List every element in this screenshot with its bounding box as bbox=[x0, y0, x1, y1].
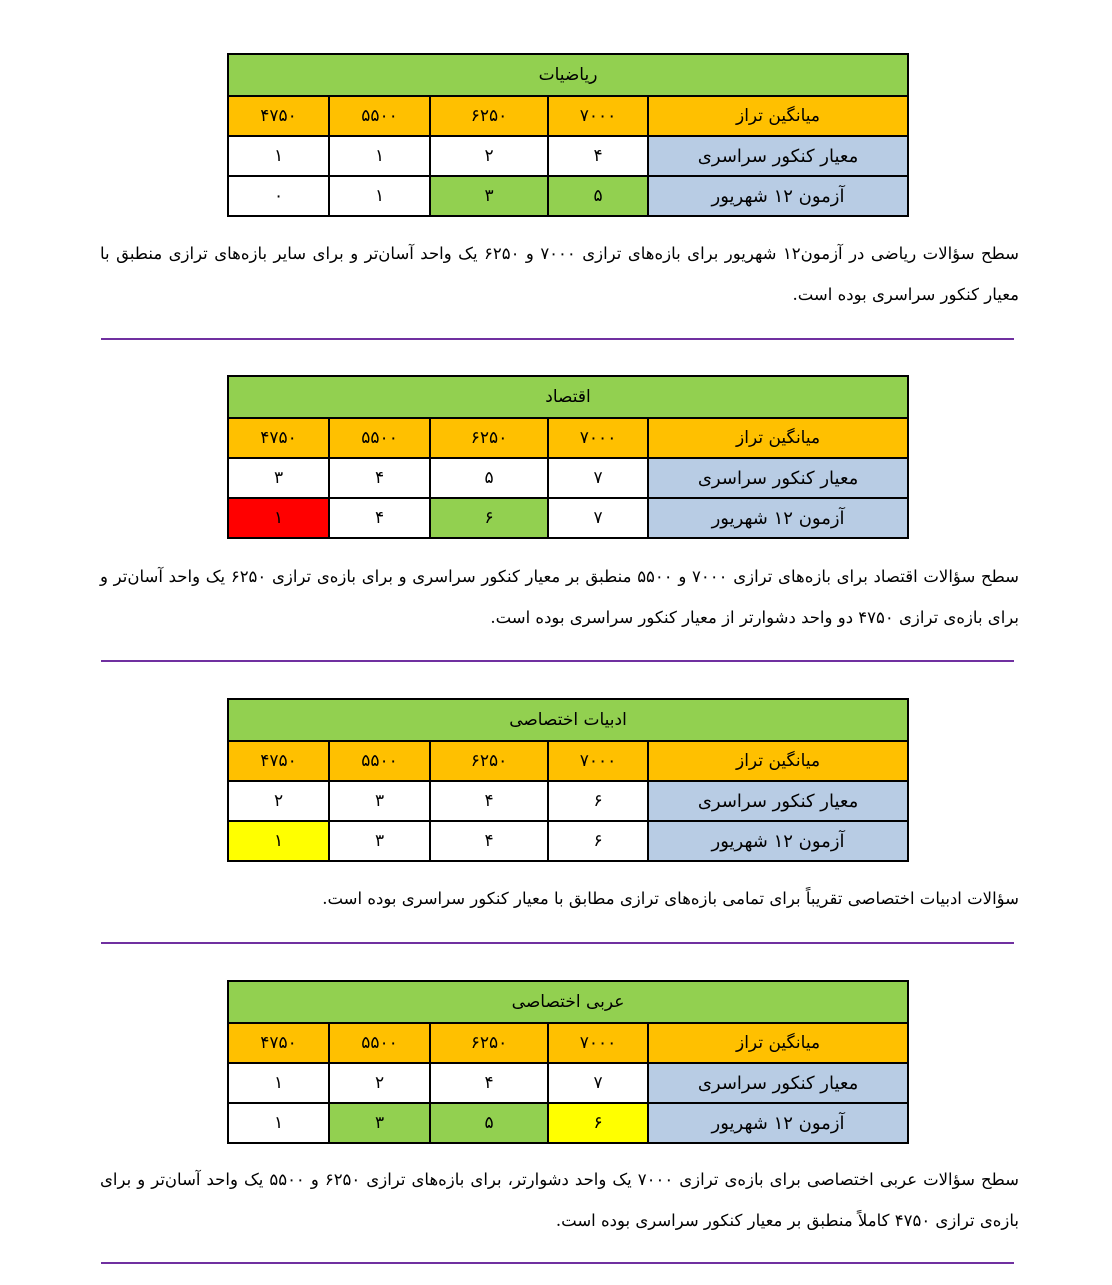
table-title: عربی اختصاصی bbox=[228, 981, 908, 1023]
table-title: ادبیات اختصاصی bbox=[228, 699, 908, 741]
header-cell: ۴۷۵۰ bbox=[228, 96, 329, 136]
arabic-table bbox=[227, 980, 909, 1144]
header-cell: ۵۵۰۰ bbox=[329, 418, 430, 458]
table-cell: ۳ bbox=[329, 1103, 430, 1143]
header-label: میانگین تراز bbox=[648, 1023, 908, 1063]
row-label: آزمون ۱۲ شهریور bbox=[648, 1103, 908, 1143]
table-cell: ۱ bbox=[228, 821, 329, 861]
row-label: آزمون ۱۲ شهریور bbox=[648, 176, 908, 216]
table-cell: ۱ bbox=[228, 1103, 329, 1143]
table-cell: ۱ bbox=[228, 1063, 329, 1103]
table-cell: ۲ bbox=[228, 781, 329, 821]
math-table bbox=[227, 53, 909, 217]
table-cell: ۴ bbox=[548, 136, 648, 176]
header-cell: ۴۷۵۰ bbox=[228, 741, 329, 781]
header-cell: ۴۷۵۰ bbox=[228, 418, 329, 458]
table-cell: ۱ bbox=[329, 136, 430, 176]
table-cell: ۶ bbox=[548, 821, 648, 861]
table-cell: ۶ bbox=[430, 498, 548, 538]
row-label: معیار کنکور سراسری bbox=[648, 136, 908, 176]
table-cell: ۷ bbox=[548, 1063, 648, 1103]
table-cell: ۴ bbox=[329, 458, 430, 498]
header-label: میانگین تراز bbox=[648, 741, 908, 781]
table-cell: ۵ bbox=[430, 458, 548, 498]
table-title: ریاضیات bbox=[228, 54, 908, 96]
header-cell: ۶۲۵۰ bbox=[430, 418, 548, 458]
row-label: آزمون ۱۲ شهریور bbox=[648, 498, 908, 538]
header-cell: ۵۵۰۰ bbox=[329, 96, 430, 136]
header-cell: ۶۲۵۰ bbox=[430, 1023, 548, 1063]
table-cell: ۷ bbox=[548, 498, 648, 538]
table-cell: ۰ bbox=[228, 176, 329, 216]
economics-summary: سطح سؤالات اقتصاد برای بازه‌های ترازی ۷۰۰۰ و ۵۵۰۰ منطبق بر معیار کنکور سراسری و برای بازه‌ی ترازی ۶۲۵۰ یک واحد آسان‌تر و برای بازه‌ی ترازی ۴۷۵۰ دو واحد دشوارتر از معیار کنکور سراسری بوده است. bbox=[100, 567, 1019, 627]
table-cell: ۳ bbox=[329, 781, 430, 821]
table-cell: ۱ bbox=[228, 136, 329, 176]
table-cell: ۴ bbox=[430, 1063, 548, 1103]
table-cell: ۱ bbox=[329, 176, 430, 216]
table-title: اقتصاد bbox=[228, 376, 908, 418]
arabic-summary: سطح سؤالات عربی اختصاصی برای بازه‌ی ترازی ۷۰۰۰ یک واحد دشوارتر، برای بازه‌های ترازی ۶۲۵۰ و ۵۵۰۰ یک واحد آسان‌تر و برای بازه‌ی ترازی ۴۷۵۰ کاملاً منطبق بر معیار کنکور سراسری بوده است. bbox=[100, 1170, 1019, 1230]
header-label: میانگین تراز bbox=[648, 96, 908, 136]
header-cell: ۵۵۰۰ bbox=[329, 741, 430, 781]
header-cell: ۷۰۰۰ bbox=[548, 1023, 648, 1063]
table-cell: ۳ bbox=[430, 176, 548, 216]
row-label: معیار کنکور سراسری bbox=[648, 458, 908, 498]
section-divider bbox=[101, 660, 1014, 662]
section-divider bbox=[101, 942, 1014, 944]
table-cell: ۲ bbox=[329, 1063, 430, 1103]
header-cell: ۷۰۰۰ bbox=[548, 418, 648, 458]
literature-summary: سؤالات ادبیات اختصاصی تقریباً برای تمامی بازه‌های ترازی مطابق با معیار کنکور سراسری بوده است. bbox=[322, 889, 1019, 908]
section-divider bbox=[101, 1262, 1014, 1264]
row-label: معیار کنکور سراسری bbox=[648, 781, 908, 821]
row-label: آزمون ۱۲ شهریور bbox=[648, 821, 908, 861]
table-cell: ۴ bbox=[329, 498, 430, 538]
literature-table bbox=[227, 698, 909, 862]
header-cell: ۴۷۵۰ bbox=[228, 1023, 329, 1063]
table-cell: ۶ bbox=[548, 1103, 648, 1143]
table-cell: ۳ bbox=[329, 821, 430, 861]
table-cell: ۱ bbox=[228, 498, 329, 538]
economics-table bbox=[227, 375, 909, 539]
table-cell: ۷ bbox=[548, 458, 648, 498]
table-cell: ۳ bbox=[228, 458, 329, 498]
header-cell: ۷۰۰۰ bbox=[548, 741, 648, 781]
math-summary: سطح سؤالات ریاضی در آزمون۱۲ شهریور برای بازه‌های ترازی ۷۰۰۰ و ۶۲۵۰ یک واحد آسان‌تر و برای سایر بازه‌های ترازی منطبق با معیار کنکور سراسری بوده است. bbox=[100, 244, 1019, 304]
header-label: میانگین تراز bbox=[648, 418, 908, 458]
table-cell: ۲ bbox=[430, 136, 548, 176]
table-cell: ۵ bbox=[430, 1103, 548, 1143]
table-cell: ۴ bbox=[430, 821, 548, 861]
section-divider bbox=[101, 338, 1014, 340]
header-cell: ۵۵۰۰ bbox=[329, 1023, 430, 1063]
header-cell: ۶۲۵۰ bbox=[430, 96, 548, 136]
row-label: معیار کنکور سراسری bbox=[648, 1063, 908, 1103]
table-cell: ۶ bbox=[548, 781, 648, 821]
header-cell: ۶۲۵۰ bbox=[430, 741, 548, 781]
table-cell: ۵ bbox=[548, 176, 648, 216]
header-cell: ۷۰۰۰ bbox=[548, 96, 648, 136]
table-cell: ۴ bbox=[430, 781, 548, 821]
